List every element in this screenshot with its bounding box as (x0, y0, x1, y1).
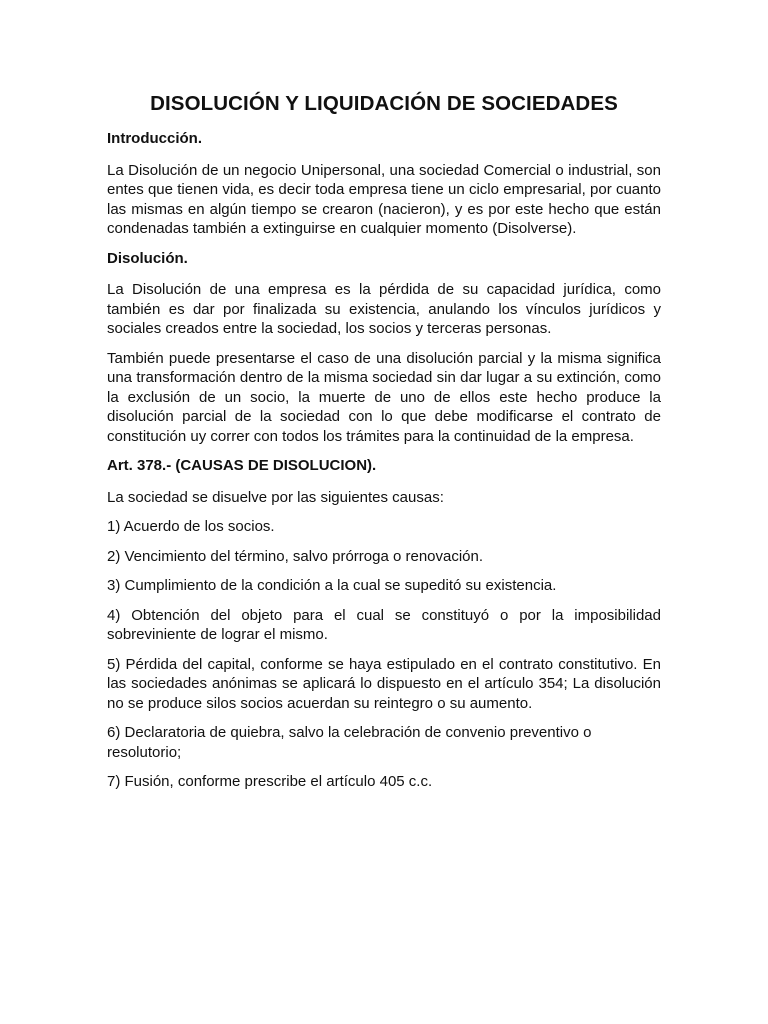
list-item-cause-6: 6) Declaratoria de quiebra, salvo la celebración de convenio preventivo o resolutorio; (107, 724, 592, 761)
list-item-cause-7: 7) Fusión, conforme prescribe el artículo 405 c.c. (107, 773, 433, 790)
paragraph-causas-intro: La sociedad se disuelve por las siguientes causas: (107, 488, 444, 506)
list-item-cause-4: 4) Obtención del objeto para el cual se constituyó o por la imposibilidad sobreviniente de lograr el mismo. (107, 606, 661, 643)
section-heading-introduccion: Introducción. (107, 130, 202, 147)
list-item-cause-2: 2) Vencimiento del término, salvo prórroga o renovación. (107, 547, 484, 565)
document-page (107, 90, 661, 802)
paragraph-disolucion-parcial: También puede presentarse el caso de una disolución parcial y la misma significa una transformación dentro de la misma sociedad sin dar lugar a su extinción, como la exclusión de un socio, la muerte de uno de ellos este hecho produce la disolución parcial de la sociedad con lo que debe modificarse el contrato de constitución uy correr con todos los trámites para la continuidad de la empresa. (107, 349, 661, 445)
document-title: DISOLUCIÓN Y LIQUIDACIÓN DE SOCIEDADES (150, 92, 618, 115)
section-heading-disolucion: Disolución. (107, 249, 188, 267)
paragraph-disolucion-definicion: La Disolución de una empresa es la pérdida de su capacidad jurídica, como también es dar por finalizada su existencia, anulando los vínculos jurídicos y sociales creados entre la sociedad, los socios y terceras personas. (107, 281, 661, 337)
paragraph-introduccion: La Disolución de un negocio Unipersonal, una sociedad Comercial o industrial, son entes que tienen vida, es decir toda empresa tiene un ciclo empresarial, por cuanto las mismas en algún tiempo se crearon (nacieron), y es por este hecho que están condenadas también a extinguirse en cualquier momento (Disolverse). (107, 161, 661, 237)
section-heading-art-378: Art. 378.- (CAUSAS DE DISOLUCION). (107, 457, 377, 474)
list-item-cause-1: 1) Acuerdo de los socios. (107, 518, 275, 535)
list-item-cause-5: 5) Pérdida del capital, conforme se haya estipulado en el contrato constitutivo. En las sociedades anónimas se aplicará lo dispuesto en el artículo 354; La disolución no se produce silos socios acuerdan su reintegro o su aumento. (107, 655, 661, 712)
list-item-cause-3: 3) Cumplimiento de la condición a la cual se supeditó su existencia. (107, 577, 557, 594)
